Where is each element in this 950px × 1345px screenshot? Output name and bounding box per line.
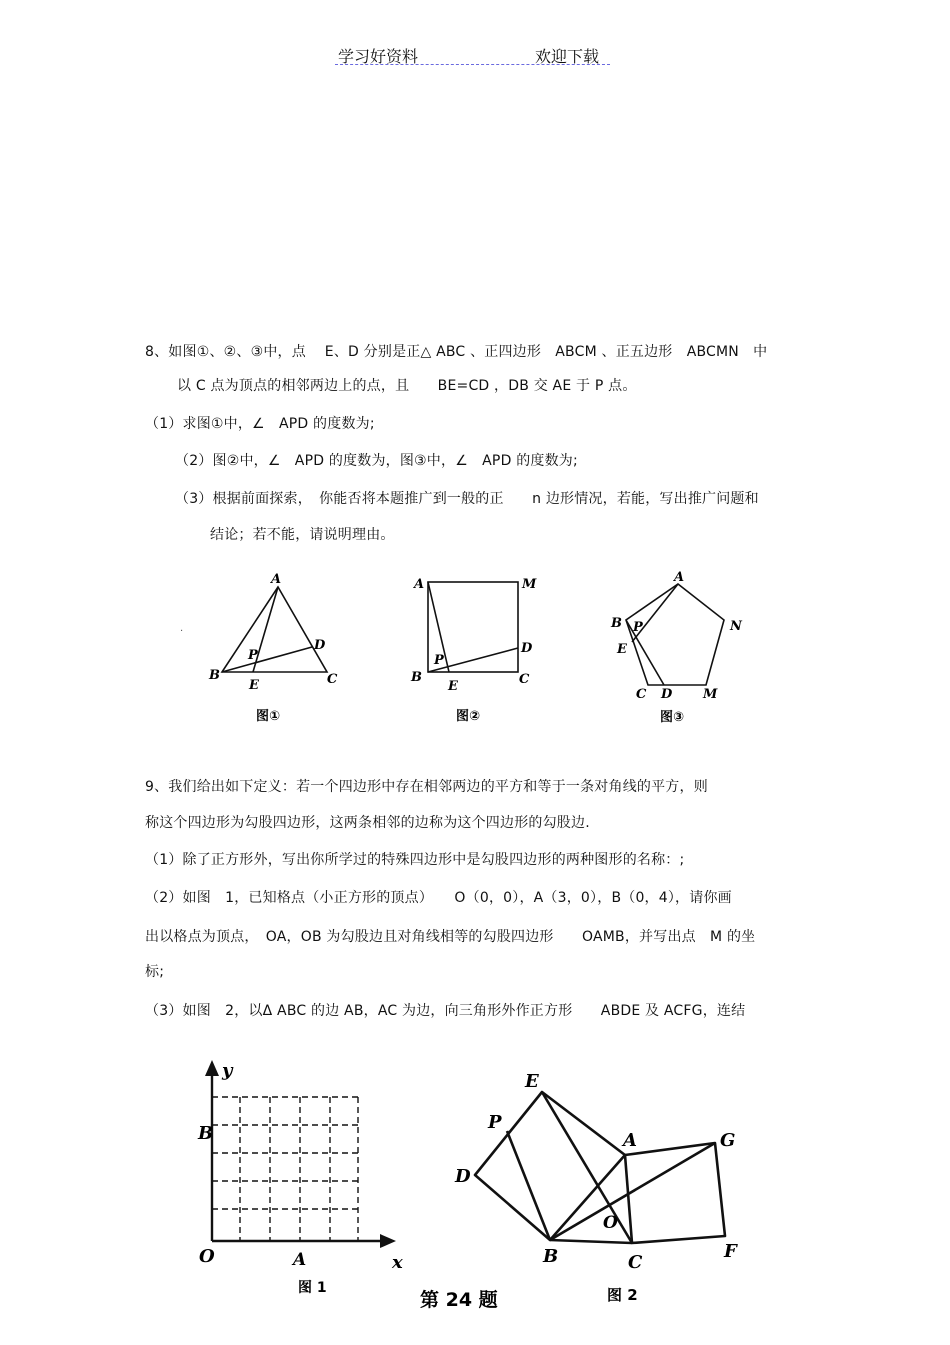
- q8-line1: 8、如图①、②、③中，点 E、D 分别是正△ ABC 、正四边形 ABCM 、正五边形 ABCMN 中: [145, 344, 768, 360]
- fig8-3-label-B: B: [611, 616, 622, 631]
- q8-part3a: （3）根据前面探索， 你能否将本题推广到一般的正 n 边形情况，若能，写出推广问题和: [175, 491, 759, 507]
- q9-part2c: 标;: [145, 964, 165, 980]
- q9-part1: （1）除了正方形外，写出你所学过的特殊四边形中是勾股四边形的两种图形的名称：;: [145, 852, 685, 868]
- fig9-1-label-y: y: [222, 1060, 233, 1081]
- fig8-2-caption: 图②: [456, 709, 481, 724]
- fig9-2-label-B: B: [543, 1246, 559, 1267]
- fig9-1-axes: [212, 1068, 388, 1241]
- header-left: 学习好资料: [338, 47, 419, 66]
- fig8-2-label-D: D: [521, 641, 533, 656]
- fig8-3-label-A: A: [674, 570, 685, 585]
- fig8-2-label-E: E: [448, 679, 458, 694]
- q8-part3b: 结论；若不能，请说明理由。: [210, 527, 395, 543]
- fig8-2-label-C: C: [519, 672, 530, 687]
- fig8-3-label-E: E: [617, 642, 627, 657]
- fig9-1-x-arrow: [380, 1234, 396, 1248]
- fig8-2-label-M: M: [522, 577, 537, 592]
- fig8-2-label-P: P: [434, 653, 444, 668]
- q9-part2a: （2）如图 1，已知格点（小正方形的顶点） O（0，0），A（3，0），B（0，4），请你画: [145, 890, 732, 906]
- fig9-2-caption: 图 2: [607, 1286, 638, 1304]
- fig8-1-label-P: P: [248, 648, 258, 663]
- fig8-1-label-A: A: [271, 572, 282, 587]
- fig8-1-label-D: D: [314, 638, 326, 653]
- q8-part1: （1）求图①中，∠ APD 的度数为;: [145, 416, 375, 432]
- fig8-3-caption: 图③: [660, 710, 685, 725]
- fig9-2-label-G: G: [720, 1130, 736, 1151]
- q9-part3: （3）如图 2，以Δ ABC 的边 AB，AC 为边，向三角形外作正方形 ABDE 及 ACFG，连结: [145, 1003, 746, 1019]
- fig9-1-label-O: O: [199, 1246, 215, 1267]
- fig8-3-label-P: P: [633, 620, 643, 635]
- fig9-2-label-E: E: [525, 1071, 539, 1092]
- fig9-1-grid: [212, 1097, 358, 1241]
- fig9-1-label-x: x: [392, 1252, 403, 1273]
- fig8-1-caption: 图①: [256, 709, 281, 724]
- fig8-1-label-E: E: [249, 678, 259, 693]
- fig9-1-label-B: B: [198, 1123, 214, 1144]
- q8-part2: （2）图②中，∠ APD 的度数为，图③中，∠ APD 的度数为;: [175, 453, 578, 469]
- fig8-1-label-C: C: [327, 672, 338, 687]
- q9-line2: 称这个四边形为勾股四边形，这两条相邻的边称为这个四边形的勾股边.: [145, 815, 590, 831]
- fig8-3-label-D: D: [661, 687, 673, 702]
- header-right: 欢迎下载: [535, 47, 600, 66]
- fig9-1-label-A: A: [293, 1250, 307, 1270]
- fig8-1-label-B: B: [209, 668, 220, 683]
- stray-mark: ·: [180, 626, 184, 637]
- q8-line2: 以 C 点为顶点的相邻两边上的点，且 BE=CD ，DB 交 AE 于 P 点。: [177, 378, 637, 394]
- fig9-2-label-D: D: [455, 1166, 471, 1187]
- fig8-2-label-A: A: [414, 577, 425, 592]
- fig9-2-label-P: P: [488, 1112, 502, 1133]
- fig8-3-label-M: M: [703, 687, 718, 702]
- fig9-1-caption: 图 1: [298, 1280, 327, 1296]
- fig9-1-y-arrow: [205, 1060, 219, 1076]
- fig9-2-label-A: A: [623, 1130, 637, 1151]
- fig9-2-label-O: O: [603, 1213, 618, 1233]
- fig9-title: 第 24 题: [420, 1289, 498, 1311]
- fig8-3-label-N: N: [730, 619, 742, 634]
- q9-part2b: 出以格点为顶点， OA，OB 为勾股边且对角线相等的勾股四边形 OAMB，并写出点 M 的坐: [145, 929, 756, 945]
- fig9-2-figure: [475, 1092, 725, 1243]
- fig9-2-label-F: F: [724, 1241, 737, 1262]
- fig8-2-label-B: B: [411, 670, 422, 685]
- fig8-3-label-C: C: [636, 687, 647, 702]
- q9-line1: 9、我们给出如下定义：若一个四边形中存在相邻两边的平方和等于一条对角线的平方，则: [145, 779, 708, 795]
- fig9-2-label-C: C: [628, 1252, 643, 1273]
